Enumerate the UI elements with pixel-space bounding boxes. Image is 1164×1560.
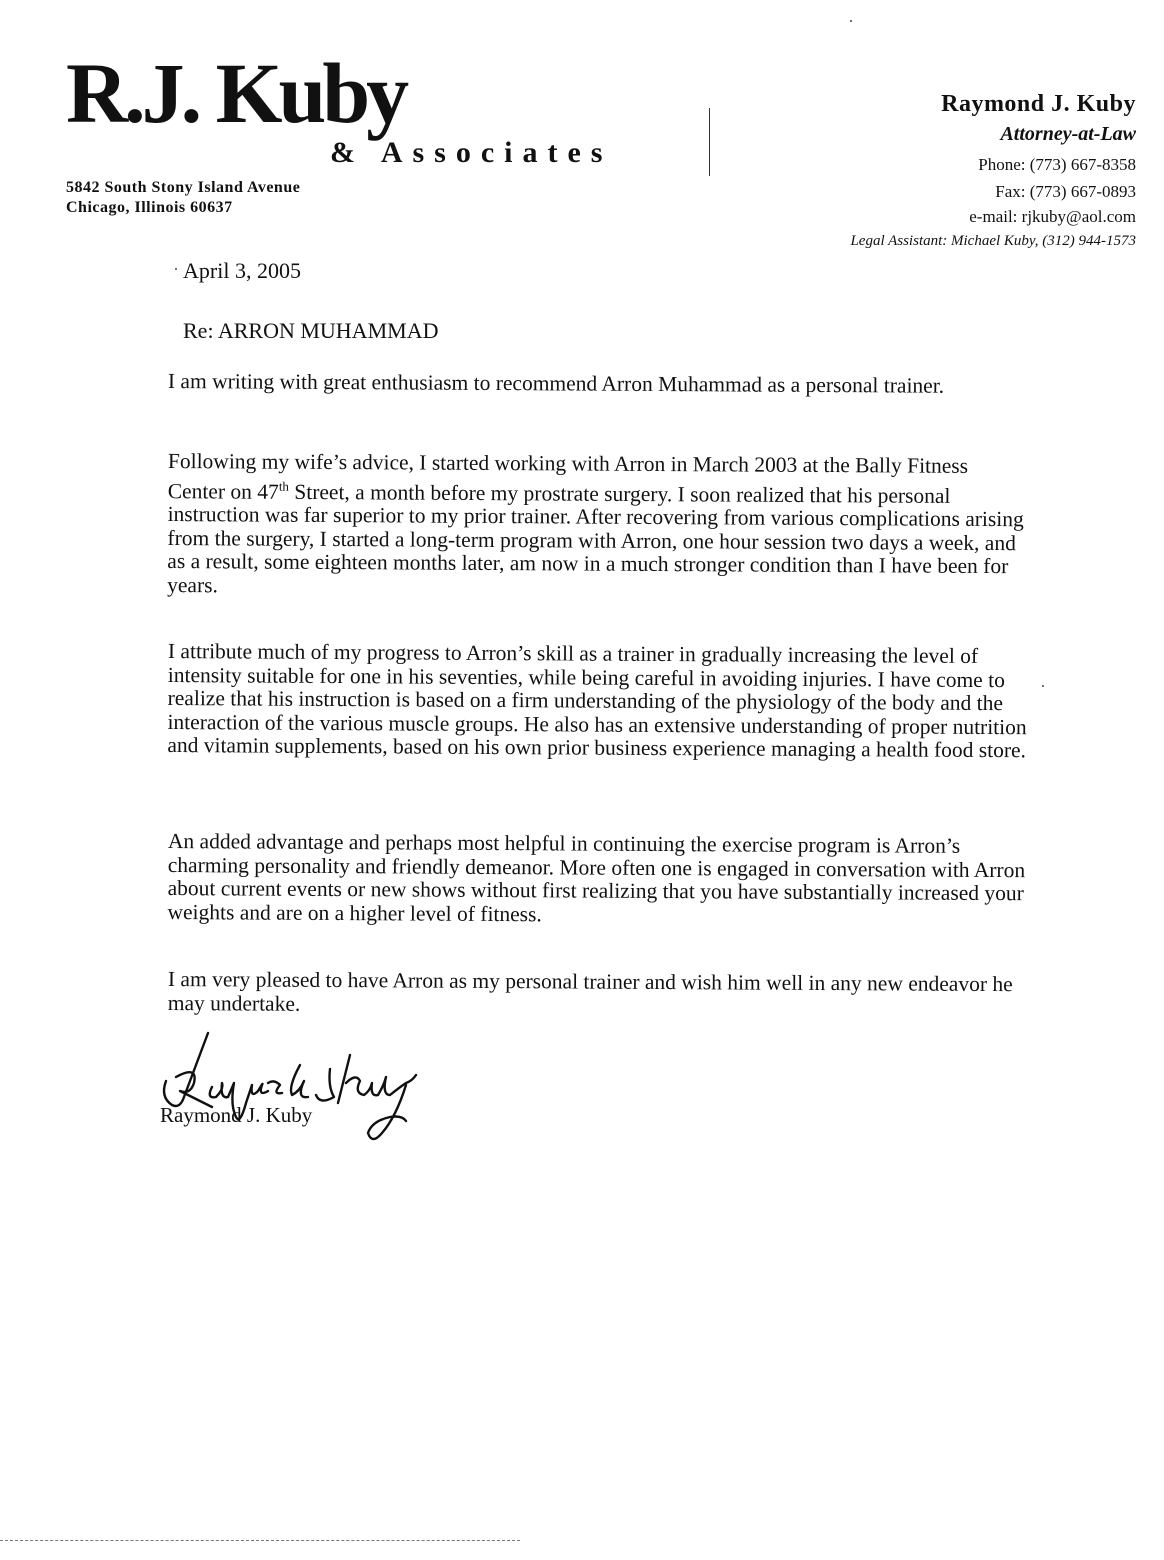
paragraph-1: I am writing with great enthusiasm to recommend Arron Muhammad as a personal trainer.: [167, 369, 945, 398]
paragraph-5: I am very pleased to have Arron as my personal trainer and wish him well in any new endeavor he may undertake.: [167, 967, 1013, 1016]
paragraph-2-text-a: Following my wife’s advice, I started working with Arron in March 2003 at the Bally Fitness Center on 47: [167, 449, 969, 504]
letter-date: April 3, 2005: [183, 258, 301, 283]
scan-speck: [850, 20, 852, 22]
ordinal-suffix: th: [278, 478, 290, 494]
scan-speck: [175, 268, 177, 270]
scan-speck: [1042, 685, 1044, 687]
paragraph-2-text-b: Street, a month before my prostrate surgery. I soon realized that his personal instruction was far superior to my prior trainer. After recovering from various complications arising from the surgery, I started a long-term program with Arron, one hour session two days a week, and as a result, some eighteen months later, am now in a much stronger condition than I have been for years.: [167, 479, 1024, 597]
attorney-title: Attorney-at-Law: [1000, 123, 1136, 145]
fax-number: Fax: (773) 667-0893: [995, 182, 1136, 201]
signature-typed-name: Raymond J. Kuby: [160, 1103, 313, 1127]
paragraph-2: [167, 450, 1028, 602]
attorney-name: Raymond J. Kuby: [941, 91, 1136, 117]
letterhead-divider: [709, 108, 710, 176]
legal-assistant: Legal Assistant: Michael Kuby, (312) 944-1573: [850, 233, 1136, 249]
address-line-2: Chicago, Illinois 60637: [66, 199, 233, 216]
paragraph-3: I attribute much of my progress to Arron’s skill as a trainer in gradually increasing the level of intensity suitable for one in his seventies, while being careful in avoiding injuries. I have come to realize that his instruction is based on a firm understanding of the physiology of the body and the interaction of the various muscle groups. He also has an extensive understanding of proper nutrition and vitamin supplements, based on his own prior business experience managing a health food store.: [167, 639, 1027, 763]
firm-logo-sub: & Associates: [330, 136, 613, 169]
scan-edge-line: [0, 1540, 520, 1542]
letter-subject: Re: ARRON MUHAMMAD: [183, 318, 439, 343]
handwritten-signature: [150, 1025, 440, 1155]
email-address: e-mail: rjkuby@aol.com: [969, 207, 1136, 226]
firm-logo-main: R.J. Kuby: [66, 45, 406, 141]
paragraph-4: An added advantage and perhaps most helpful in continuing the exercise program is Arron’s charming personality and friendly demeanor. More often one is engaged in conversation with Arron about current events or new shows without first realizing that you have substantially increased your weights and are on a higher level of fitness.: [167, 829, 1026, 926]
address-line-1: 5842 South Stony Island Avenue: [66, 179, 301, 196]
phone-number: Phone: (773) 667-8358: [978, 155, 1136, 174]
